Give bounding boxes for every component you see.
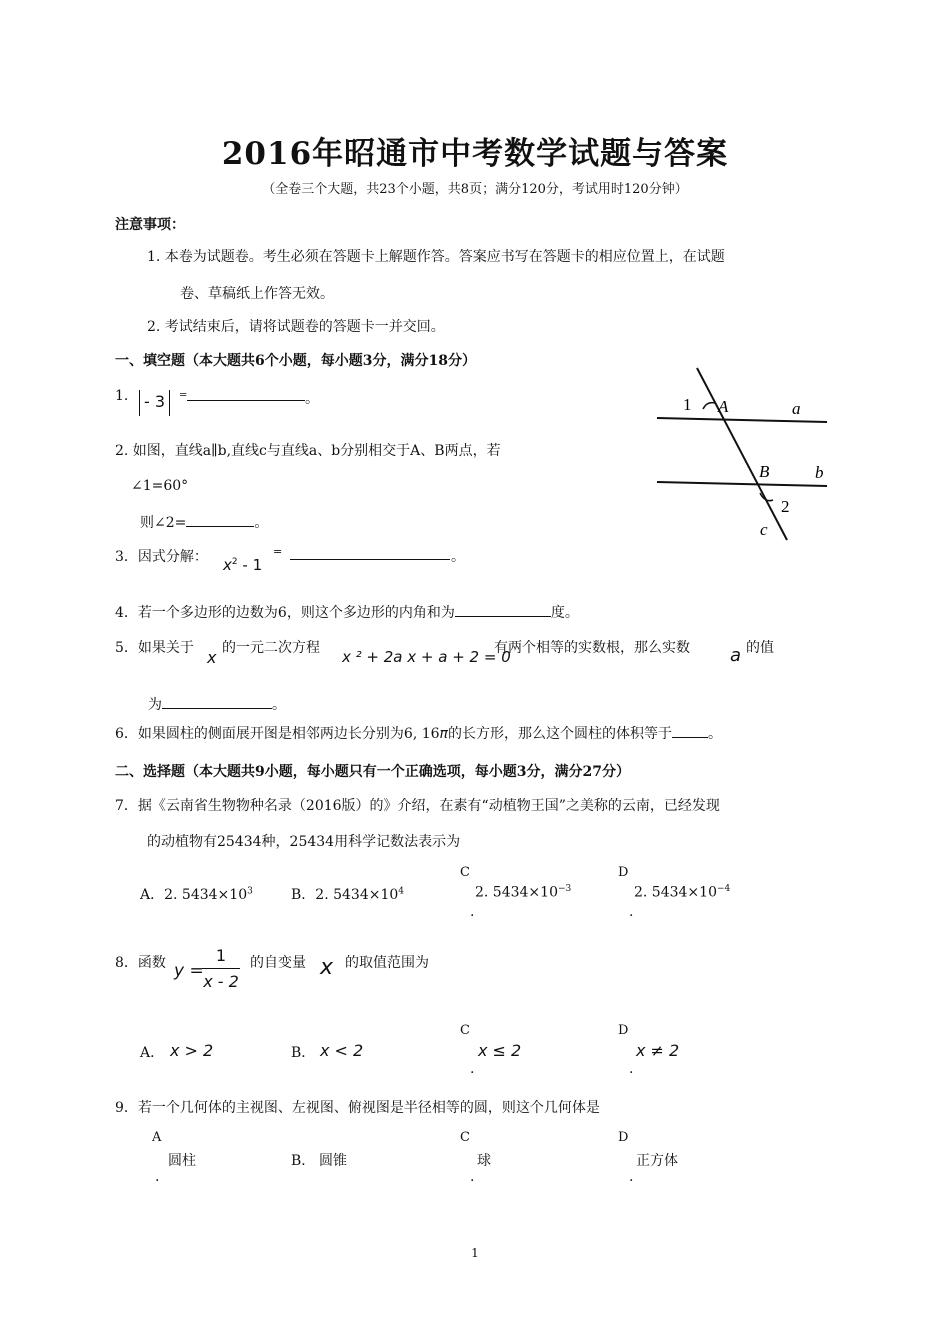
notes-item-1: 1. 本卷为试题卷。考生必须在答题卡上解题作答。答案应书写在答题卡的相应位置上，在试题 xyxy=(147,249,725,265)
label-2: 2 xyxy=(781,497,790,516)
question-1 xyxy=(115,388,128,404)
q9-option-c: 球 xyxy=(477,1153,491,1169)
q6-pi: π xyxy=(439,726,448,742)
q9-option-a-label: A xyxy=(152,1130,162,1145)
q7-d-base: 2. 5434×10 xyxy=(634,884,717,901)
q5-equation: x ² + 2a x + a + 2 = 0 xyxy=(342,648,511,666)
q6-blank xyxy=(672,723,708,738)
q4-end: 度。 xyxy=(550,605,579,621)
q2-ask xyxy=(140,512,268,532)
q7-option-b xyxy=(291,884,404,904)
line-b xyxy=(657,482,827,486)
q7-c-dot: . xyxy=(470,904,475,920)
q5-var-x: x xyxy=(207,648,217,667)
q9-option-c-label: C xyxy=(460,1130,470,1145)
page-title: 2016年昭通市中考数学试题与答案 xyxy=(221,136,729,172)
question-9: 9．若一个几何体的主视图、左视图、俯视图是半径相等的圆，则这个几何体是 xyxy=(115,1100,600,1116)
q5-text-3: 有两个相等的实数根，那么实数 xyxy=(494,640,690,656)
q3-blank xyxy=(290,545,450,564)
label-a: a xyxy=(792,399,801,418)
q6-text: 6．如果圆柱的侧面展开图是相邻两边长分别为6, 16 xyxy=(115,726,440,742)
question-4 xyxy=(115,602,579,622)
label-A: A xyxy=(718,397,729,416)
q8-fraction xyxy=(202,946,240,991)
q7-option-c xyxy=(475,884,571,901)
label-1: 1 xyxy=(683,395,692,414)
q2-given-angle: ∠1=60° xyxy=(131,478,189,494)
q8-d-dot: . xyxy=(629,1061,634,1077)
section2-heading: 二、选择题（本大题共9小题，每小题只有一个正确选项，每小题3分，满分27分） xyxy=(115,764,630,780)
q1-expr: - 3 xyxy=(144,392,166,411)
label-b: b xyxy=(815,463,824,482)
line-c xyxy=(697,368,787,540)
q7-a-label: A． xyxy=(140,887,165,903)
q3-rest: - 1 xyxy=(237,556,263,574)
q7-a-base: 2. 5434×10 xyxy=(164,887,248,903)
q8-denominator: x - 2 xyxy=(203,972,239,991)
notes-item-1-cont: 卷、草稿纸上作答无效。 xyxy=(180,286,334,302)
q8-option-c: x ≤ 2 xyxy=(478,1041,522,1060)
q4-blank xyxy=(455,602,551,617)
q8-option-c-label: C xyxy=(460,1023,470,1038)
page-number: 1 xyxy=(471,1246,479,1260)
question-5: 5．如果关于 xyxy=(115,640,194,656)
q8-option-b: x < 2 xyxy=(320,1041,364,1060)
notes-item-2: 2. 考试结束后，请将试题卷的答题卡一并交回。 xyxy=(147,319,445,335)
question-3: 3．因式分解： xyxy=(115,549,208,565)
q8-c-dot: . xyxy=(470,1061,475,1077)
q8-option-b-label: B． xyxy=(291,1045,316,1061)
q8-option-d: x ≠ 2 xyxy=(636,1041,680,1060)
label-c: c xyxy=(760,520,768,539)
question-7-cont: 的动植物有25434种，25434用科学记数法表示为 xyxy=(147,834,461,850)
q2-end: 。 xyxy=(254,515,269,531)
q5-line2-text: 为 xyxy=(148,697,162,713)
q1-abs-expression xyxy=(139,390,170,416)
q1-equals: = xyxy=(179,390,188,401)
q4-text: 4．若一个多边形的边数为6，则这个多边形的内角和为 xyxy=(115,605,455,621)
q5-text-4: 的值 xyxy=(746,640,774,656)
section1-heading: 一、填空题（本大题共6个小题，每小题3分，满分18分） xyxy=(115,353,476,369)
line-a xyxy=(657,418,827,422)
q7-option-a xyxy=(140,884,253,904)
q7-c-exp: −3 xyxy=(557,884,572,894)
q2-ask-text: 则∠2= xyxy=(140,515,187,531)
q9-option-d-label: D xyxy=(618,1130,629,1145)
q9-a-dot: . xyxy=(155,1169,160,1185)
exam-info: （全卷三个大题，共23个小题，共8页；满分120分，考试用时120分钟） xyxy=(262,182,688,197)
q9-d-dot: . xyxy=(629,1169,634,1185)
q8-y-eq: y = xyxy=(174,961,204,981)
q5-text-2: 的一元二次方程 xyxy=(222,640,320,656)
q7-b-label: B． xyxy=(291,887,316,903)
q1-number: 1. xyxy=(115,388,129,404)
angle-1-arc xyxy=(703,403,715,409)
q7-option-d xyxy=(634,884,730,901)
q3-var: x xyxy=(223,556,232,574)
q2-blank xyxy=(186,512,254,527)
q3-exp: 2 xyxy=(231,557,238,567)
q5-end: 。 xyxy=(272,697,286,713)
notes-heading: 注意事项： xyxy=(115,217,185,233)
q1-blank xyxy=(187,386,305,405)
q7-c-base: 2. 5434×10 xyxy=(475,884,558,901)
q5-var-a: a xyxy=(730,645,742,666)
q3-end: 。 xyxy=(451,549,465,565)
q3-expression xyxy=(223,556,262,574)
q9-option-b-label: B． xyxy=(291,1153,316,1169)
q9-option-a: 圆柱 xyxy=(168,1153,196,1169)
q8-text-2: 的自变量 xyxy=(250,955,306,971)
q6-text-2: 的长方形，那么这个圆柱的体积等于 xyxy=(447,726,672,742)
q6-end: 。 xyxy=(707,726,722,742)
q7-d-dot: . xyxy=(629,904,634,920)
question-8: 8．函数 xyxy=(115,955,166,971)
q8-numerator: 1 xyxy=(202,946,240,969)
q9-c-dot: . xyxy=(470,1169,475,1185)
q5-blank xyxy=(162,694,272,709)
q8-option-d-label: D xyxy=(618,1023,629,1038)
q8-option-a: x > 2 xyxy=(170,1041,214,1060)
q8-text-3: 的取值范围为 xyxy=(345,955,429,971)
q7-option-c-label: C xyxy=(460,865,470,880)
question-2: 2. 如图，直线a∥b,直线c与直线a、b分别相交于A、B两点，若 xyxy=(115,443,501,459)
q7-a-exp: 3 xyxy=(247,886,253,897)
label-B: B xyxy=(759,462,770,481)
question-7: 7．据《云南省生物物种名录（2016版）的》介绍，在素有“动植物王国”之美称的云南，已经发现 xyxy=(115,798,720,814)
q1-end: 。 xyxy=(305,391,319,407)
q7-d-exp: −4 xyxy=(716,884,731,894)
q8-option-a-label: A． xyxy=(140,1045,165,1061)
q9-option-d: 正方体 xyxy=(636,1153,678,1169)
q3-equals: = xyxy=(273,545,283,558)
q5-line-2 xyxy=(148,694,286,714)
question-6 xyxy=(115,723,722,743)
q7-b-base: 2. 5434×10 xyxy=(315,887,399,903)
q7-b-exp: 4 xyxy=(398,886,405,897)
q9-option-b: 圆锥 xyxy=(319,1153,347,1169)
parallel-lines-figure xyxy=(655,365,835,545)
q7-option-d-label: D xyxy=(618,865,629,880)
q8-var: x xyxy=(320,955,334,980)
